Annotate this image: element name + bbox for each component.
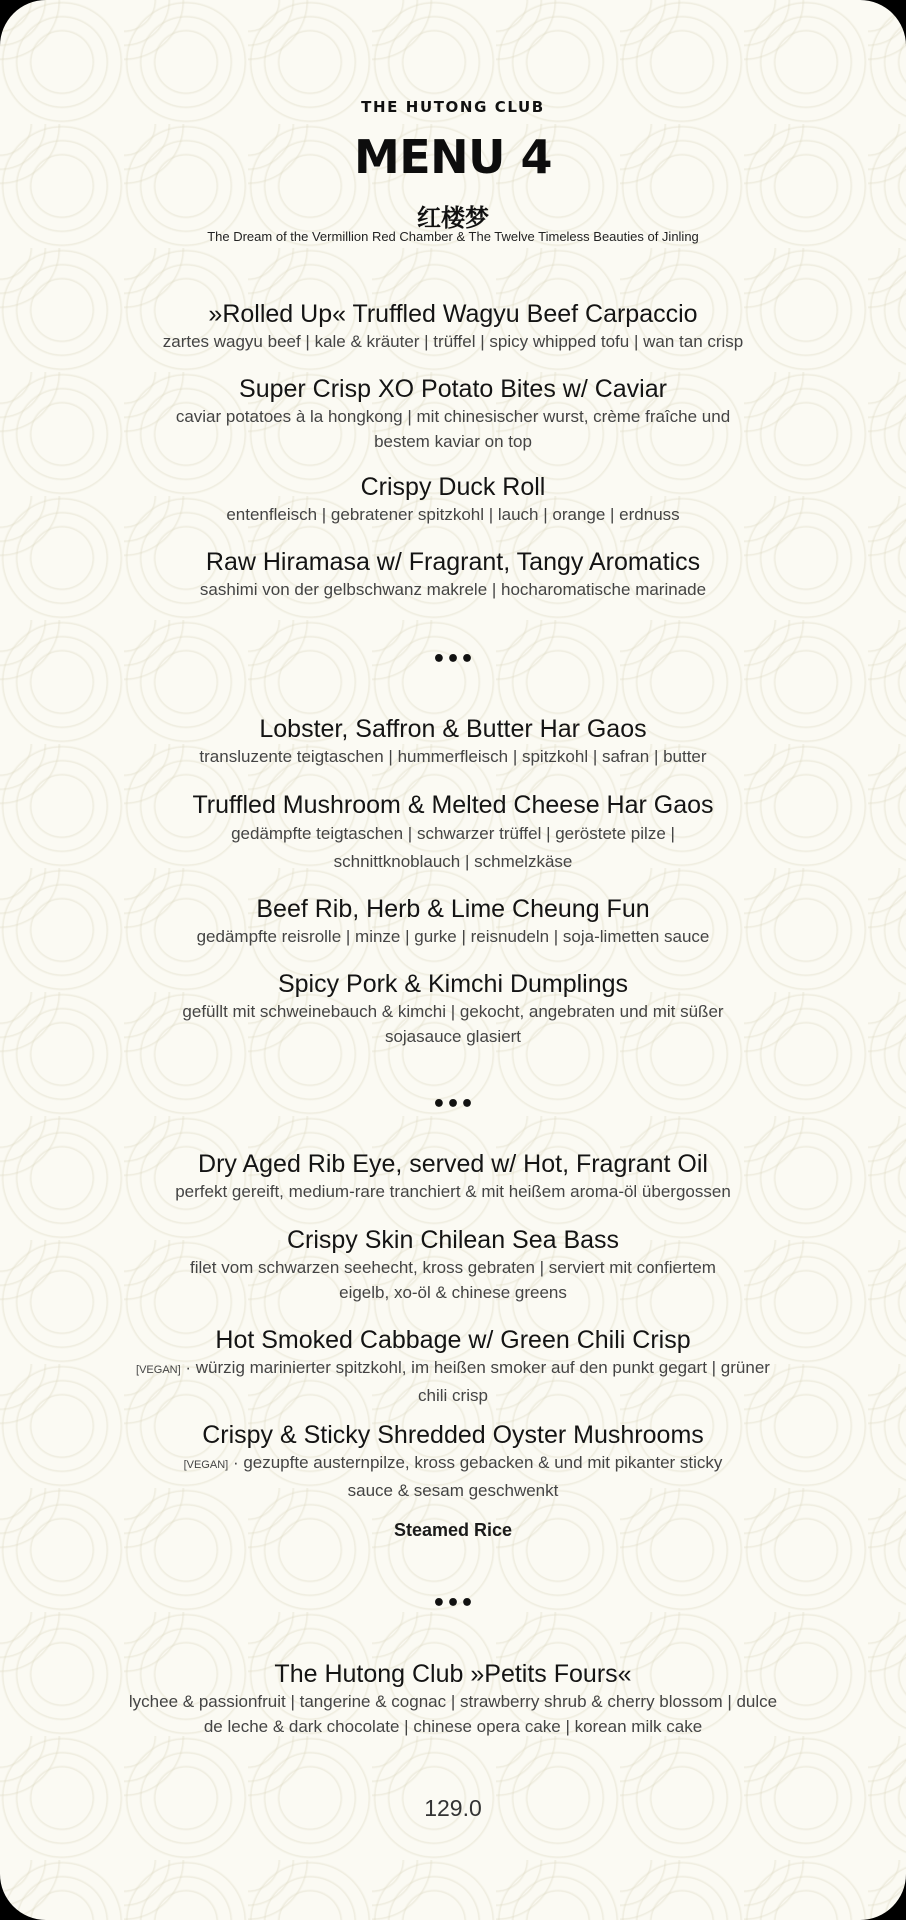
section-separator: ••• [431, 1591, 475, 1616]
side-dish: Steamed Rice [393, 1520, 513, 1540]
dish-name: Hot Smoked Cabbage w/ Green Chili Crisp [215, 1326, 691, 1354]
dish-description-text: · würzig marinierter spitzkohl, im heißen smoker auf den punkt gegart | grüner chili crisp [185, 1358, 770, 1405]
dish-description: caviar potatoes à la hongkong | mit chinesischer wurst, crème fraîche und bestem kaviar on top [175, 407, 731, 451]
dish-item [0, 374, 906, 454]
dish-name: »Rolled Up« Truffled Wagyu Beef Carpaccio [208, 300, 698, 328]
dish-name: Beef Rib, Herb & Lime Cheung Fun [256, 895, 650, 923]
dish-name: Super Crisp XO Potato Bites w/ Caviar [239, 375, 667, 403]
dish-item [0, 969, 906, 1049]
dish-description: gefüllt mit schweinebauch & kimchi | gekocht, angebraten und mit süßer sojasauce glasiert [182, 1002, 724, 1046]
section-separator: ••• [431, 647, 475, 672]
dish-item [0, 790, 906, 876]
dish-name: Truffled Mushroom & Melted Cheese Har Gaos [192, 791, 714, 819]
dish-item [0, 299, 906, 354]
dish-description: entenfleisch | gebratener spitzkohl | lauch | orange | erdnuss [226, 505, 680, 524]
dish-description [173, 1450, 733, 1503]
dish-item [0, 894, 906, 949]
dish-description: filet vom schwarzen seehecht, kross gebraten | serviert mit confiertem eigelb, xo-öl & chinese greens [190, 1258, 716, 1302]
dish-description: zartes wagyu beef | kale & kräuter | trüffel | spicy whipped tofu | wan tan crisp [162, 332, 744, 351]
dish-name: Lobster, Saffron & Butter Har Gaos [259, 715, 647, 743]
menu-price: 129.0 [424, 1795, 482, 1821]
dish-description: sashimi von der gelbschwanz makrele | hocharomatische marinade [199, 580, 707, 599]
dish-description: perfekt gereift, medium-rare tranchiert & mit heißem aroma-öl übergossen [175, 1182, 731, 1201]
dish-item [0, 714, 906, 769]
menu-title: MENU 4 [353, 130, 553, 184]
chinese-title: 红楼梦 [417, 204, 489, 232]
dish-description: transluzente teigtaschen | hummerfleisch | spitzkohl | safran | butter [199, 747, 707, 766]
menu-subtitle: The Dream of the Vermillion Red Chamber & The Twelve Timeless Beauties of Jinling [207, 229, 699, 244]
dish-name: Raw Hiramasa w/ Fragrant, Tangy Aromatics [205, 548, 701, 576]
dish-name: Crispy Duck Roll [360, 473, 546, 501]
dish-description [133, 1355, 773, 1408]
dish-name: The Hutong Club »Petits Fours« [274, 1660, 632, 1688]
dish-name: Crispy & Sticky Shredded Oyster Mushrooms [202, 1421, 704, 1449]
dish-item [0, 1225, 906, 1305]
dish-name: Crispy Skin Chilean Sea Bass [286, 1226, 620, 1254]
vegan-tag: [VEGAN] [183, 1459, 229, 1471]
dish-description: gedämpfte reisrolle | minze | gurke | reisnudeln | soja-limetten sauce [196, 927, 710, 946]
dish-item [0, 1420, 906, 1503]
dish-name: Spicy Pork & Kimchi Dumplings [277, 970, 629, 998]
dish-item [0, 1149, 906, 1204]
dish-item [0, 1325, 906, 1408]
dish-item [0, 547, 906, 602]
dish-description: gedämpfte teigtaschen | schwarzer trüffel | geröstete pilze | schnittknoblauch | schmelzkäse [231, 824, 675, 871]
dish-description: lychee & passionfruit | tangerine & cognac | strawberry shrub & cherry blossom | dulce de leche & dark chocolate | chinese opera cake | korean milk cake [128, 1692, 778, 1736]
dish-item [0, 472, 906, 527]
dish-description-text: · gezupfte austernpilze, kross gebacken & und mit pikanter sticky sauce & sesam geschwenkt [232, 1453, 723, 1500]
vegan-tag: [VEGAN] [136, 1364, 181, 1376]
section-separator: ••• [431, 1092, 475, 1117]
dish-name: Dry Aged Rib Eye, served w/ Hot, Fragrant Oil [198, 1150, 708, 1178]
restaurant-name: THE HUTONG CLUB [361, 98, 545, 116]
dish-item [0, 1659, 906, 1739]
